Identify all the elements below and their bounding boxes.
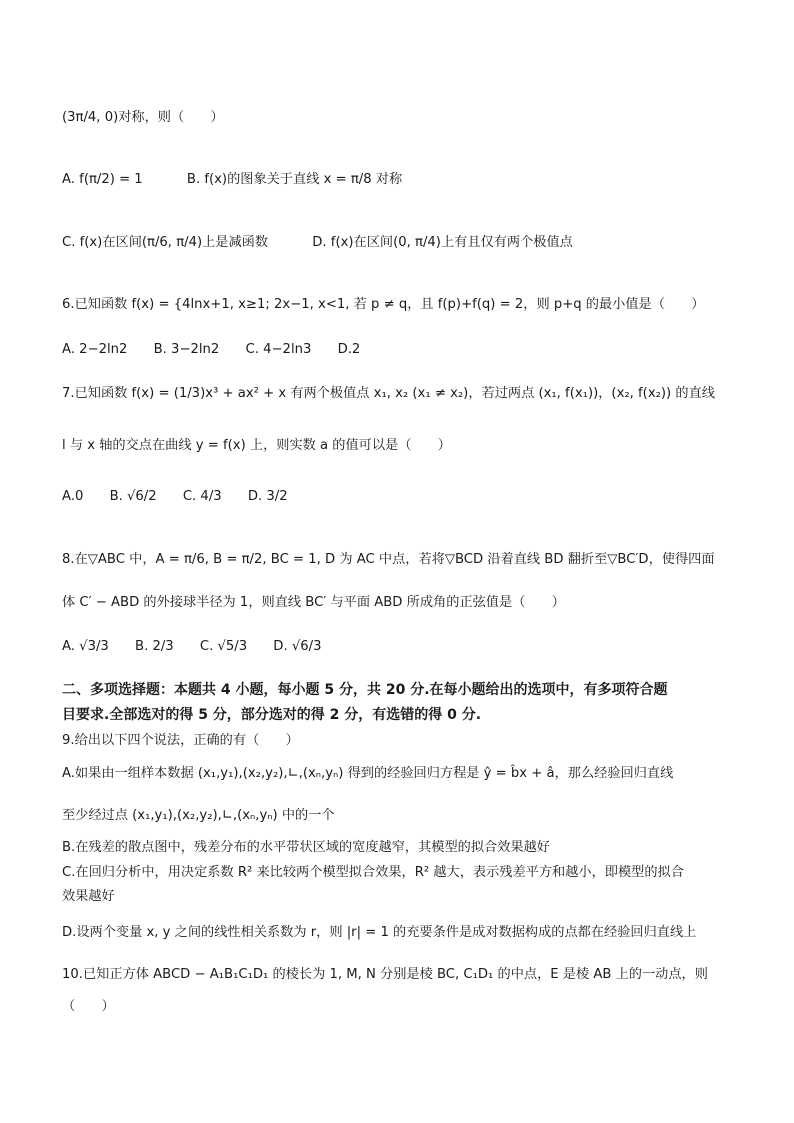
q6-option-b: B. 3−2ln2	[153, 342, 220, 357]
section2-heading-line2: 目要求.全部选对的得 5 分，部分选对的得 2 分，有选错的得 0 分.	[62, 707, 482, 723]
q10-stem-line2: （ ）	[62, 999, 115, 1014]
q8-option-d: D. √6/3	[273, 639, 322, 654]
q6-option-a: A. 2−2ln2	[62, 342, 128, 357]
q9-option-c-line2: 效果越好	[62, 889, 115, 904]
q6-stem: 6.已知函数 f(x) = {4lnx+1, x≥1; 2x−1, x<1, 若 p ≠ q，且 f(p)+f(q) = 2，则 p+q 的最小值是（ ）	[62, 297, 705, 312]
q5-option-a: A. f(π/2) = 1	[62, 172, 143, 187]
q9-option-a-line2: 至少经过点 (x₁,y₁),(x₂,y₂),∟,(xₙ,yₙ) 中的一个	[62, 808, 335, 823]
q5-option-d: D. f(x)在区间(0, π/4)上有且仅有两个极值点	[312, 235, 573, 250]
q7-option-b: B. √6/2	[109, 489, 157, 504]
q7-option-c: C. 4/3	[182, 489, 222, 504]
q5-options-row2	[62, 233, 754, 253]
q10-stem-line1: 10.已知正方体 ABCD − A₁B₁C₁D₁ 的棱长为 1, M, N 分别是棱 BC, C₁D₁ 的中点，E 是棱 AB 上的一动点，则	[62, 967, 708, 982]
q7-option-d: D. 3/2	[247, 489, 288, 504]
q7-stem-line2: l 与 x 轴的交点在曲线 y = f(x) 上，则实数 a 的值可以是（ ）	[62, 438, 451, 453]
q8-option-b: B. 2/3	[135, 639, 174, 654]
q9-option-d: D.设两个变量 x, y 之间的线性相关系数为 r，则 |r| = 1 的充要条件是成对数据构成的点都在经验回归直线上	[62, 925, 697, 940]
q9-option-c-line1: C.在回归分析中，用决定系数 R² 来比较两个模型拟合效果，R² 越大，表示残差平方和越小，即模型的拟合	[62, 865, 684, 880]
q5-options-row1	[62, 170, 754, 190]
q9-stem: 9.给出以下四个说法，正确的有（ ）	[62, 733, 299, 748]
q9-option-b: B.在残差的散点图中，残差分布的水平带状区域的宽度越窄，其模型的拟合效果越好	[62, 840, 550, 855]
q8-options	[62, 637, 754, 657]
q6-option-d: D.2	[337, 342, 361, 357]
section2-heading-line1: 二、多项选择题：本题共 4 小题，每小题 5 分，共 20 分.在每小题给出的选项中，有多项符合题	[62, 682, 668, 698]
q7-options	[62, 487, 754, 507]
q8-stem-line1: 8.在▽ABC 中，A = π/6, B = π/2, BC = 1, D 为 AC 中点，若将▽BCD 沿着直线 BD 翻折至▽BC′D，使得四面	[62, 552, 715, 567]
q7-option-a: A.0	[62, 489, 84, 504]
q6-options	[62, 340, 754, 360]
q9-option-a-line1: A.如果由一组样本数据 (x₁,y₁),(x₂,y₂),∟,(xₙ,yₙ) 得到的经验回归方程是 ŷ = b̂x + â，那么经验回归直线	[62, 766, 674, 781]
q8-stem-line2: 体 C′ − ABD 的外接球半径为 1，则直线 BC′ 与平面 ABD 所成角的正弦值是（ ）	[62, 595, 565, 610]
q5-continuation: (3π/4, 0)对称，则（ ）	[62, 110, 224, 125]
q6-option-c: C. 4−2ln3	[245, 342, 312, 357]
q5-option-b: B. f(x)的图象关于直线 x = π/8 对称	[186, 172, 403, 187]
q7-stem-line1: 7.已知函数 f(x) = (1/3)x³ + ax² + x 有两个极值点 x₁, x₂ (x₁ ≠ x₂)，若过两点 (x₁, f(x₁))，(x₂, f(x₂)) 的直线	[62, 386, 715, 401]
q8-option-c: C. √5/3	[199, 639, 248, 654]
q8-option-a: A. √3/3	[62, 639, 109, 654]
q5-option-c: C. f(x)在区间(π/6, π/4)上是减函数	[62, 235, 269, 250]
